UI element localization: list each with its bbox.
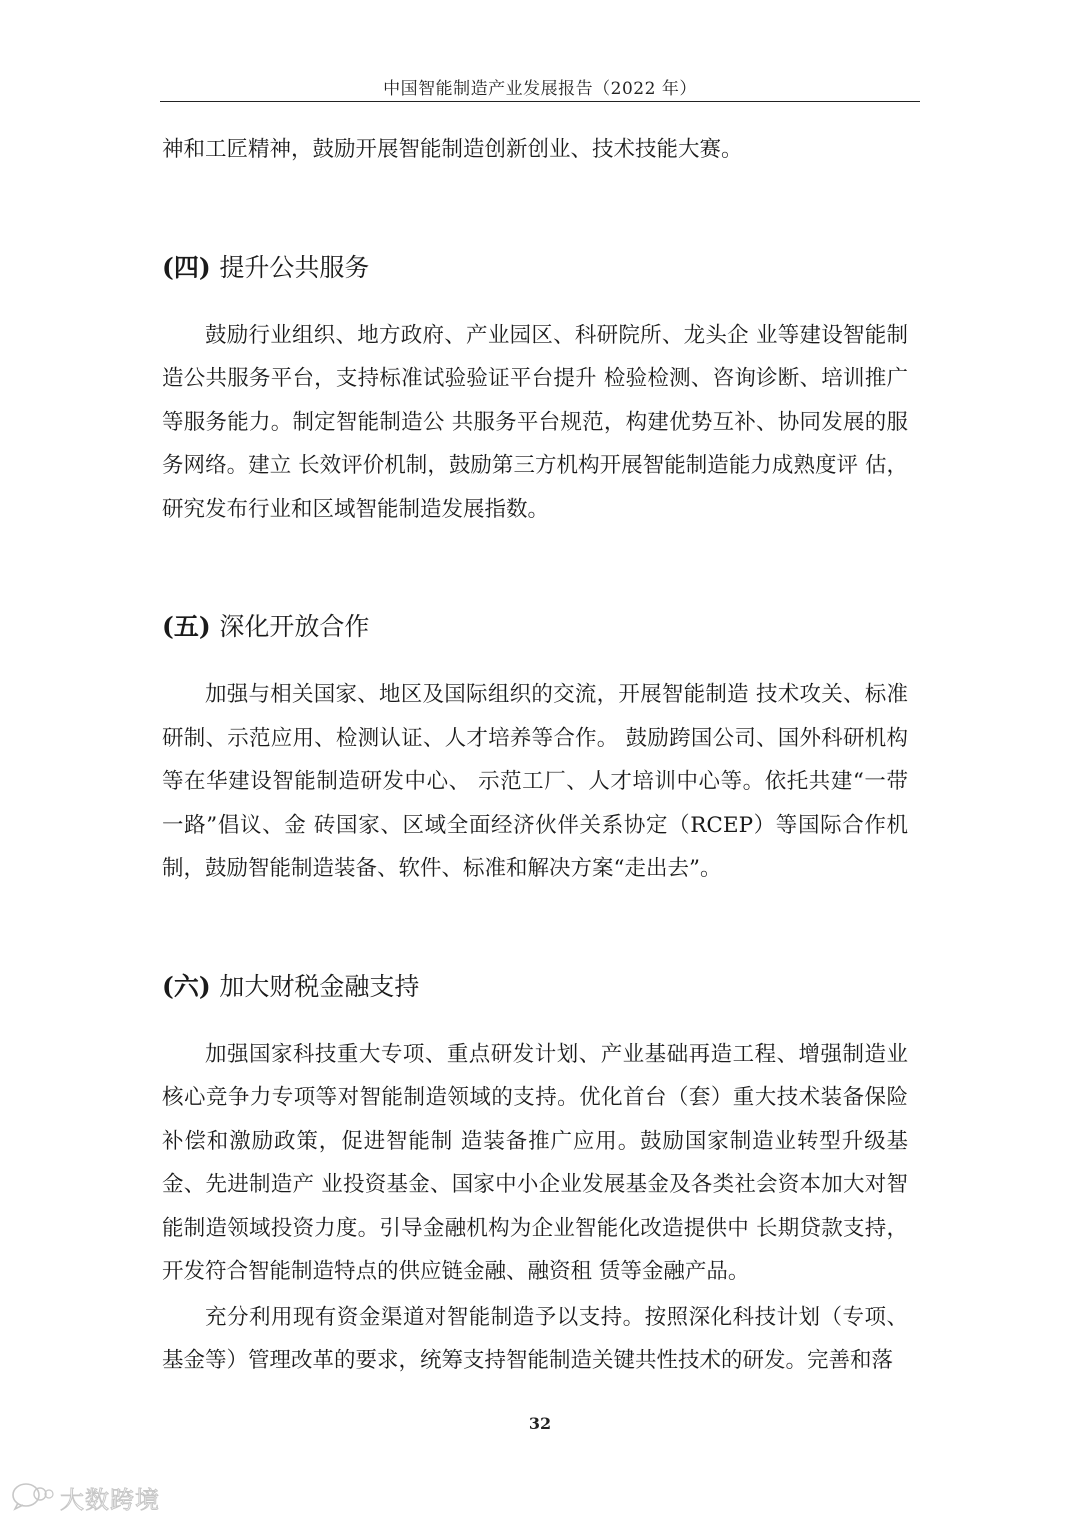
page-content bbox=[162, 128, 908, 1383]
page-number: 32 bbox=[528, 1414, 552, 1433]
intro-continuation-paragraph: 神和工匠精神，鼓励开展智能制造创新创业、技术技能大赛。 bbox=[162, 137, 743, 162]
section-number: (五) bbox=[162, 612, 211, 641]
chat-bubble-logo-icon bbox=[10, 1481, 54, 1515]
section-heading-4 bbox=[162, 246, 908, 290]
section-title: 提升公共服务 bbox=[219, 252, 370, 282]
section-heading-5 bbox=[162, 605, 908, 649]
header-rule bbox=[160, 101, 920, 102]
section-number: (四) bbox=[162, 252, 211, 282]
section-title: 加大财税金融支持 bbox=[219, 971, 420, 1001]
section-5-paragraph-1: 加强与相关国家、地区及国际组织的交流，开展智能制造 技术攻关、标准研制、示范应用、检测认证、人才培养等合作。 鼓励跨国公司、国外科研机构等在华建设智能制造研发中心、 示范工厂、人才培训中心等。依托共建“一带一路”倡议、金 砖国家、区域全面经济伙伴关系协定（RCEP）等国际合作机 制，鼓励智能制造装备、软件、标准和解决方案“走出去”。 bbox=[162, 682, 908, 881]
running-header: 中国智能制造产业发展报告（2022 年） bbox=[383, 79, 697, 99]
watermark bbox=[10, 1480, 160, 1515]
watermark-text: 大数跨境 bbox=[60, 1486, 160, 1514]
section-6-paragraph-1: 加强国家科技重大专项、重点研发计划、产业基础再造工程、增强制造业核心竞争力专项等对智能制造领域的支持。优化首台（套）重大技术装备保险补偿和激励政策，促进智能制 造装备推广应用。鼓励国家制造业转型升级基金、先进制造产 业投资基金、国家中小企业发展基金及各类社会资本加大对智 能制造领域投资力度。引导金融机构为企业智能化改造提供中 长期贷款支持，开发符合智能制造特点的供应链金融、融资租 赁等金融产品。 bbox=[162, 1041, 908, 1284]
section-number: (六) bbox=[162, 971, 211, 1001]
section-heading-6 bbox=[162, 965, 908, 1009]
section-6-paragraph-2: 充分利用现有资金渠道对智能制造予以支持。按照深化科技计划（专项、基金等）管理改革的要求，统筹支持智能制造关键共性技术的研发。完善和落 bbox=[162, 1304, 908, 1373]
section-4-paragraph-1: 鼓励行业组织、地方政府、产业园区、科研院所、龙头企 业等建设智能制造公共服务平台，支持标准试验验证平台提升 检验检测、咨询诊断、培训推广等服务能力。制定智能制造公 共服务平台规范，构建优势互补、协同发展的服务网络。建立 长效评价机制，鼓励第三方机构开展智能制造能力成熟度评 估，研究发布行业和区域智能制造发展指数。 bbox=[162, 322, 908, 522]
section-title: 深化开放合作 bbox=[219, 612, 370, 641]
